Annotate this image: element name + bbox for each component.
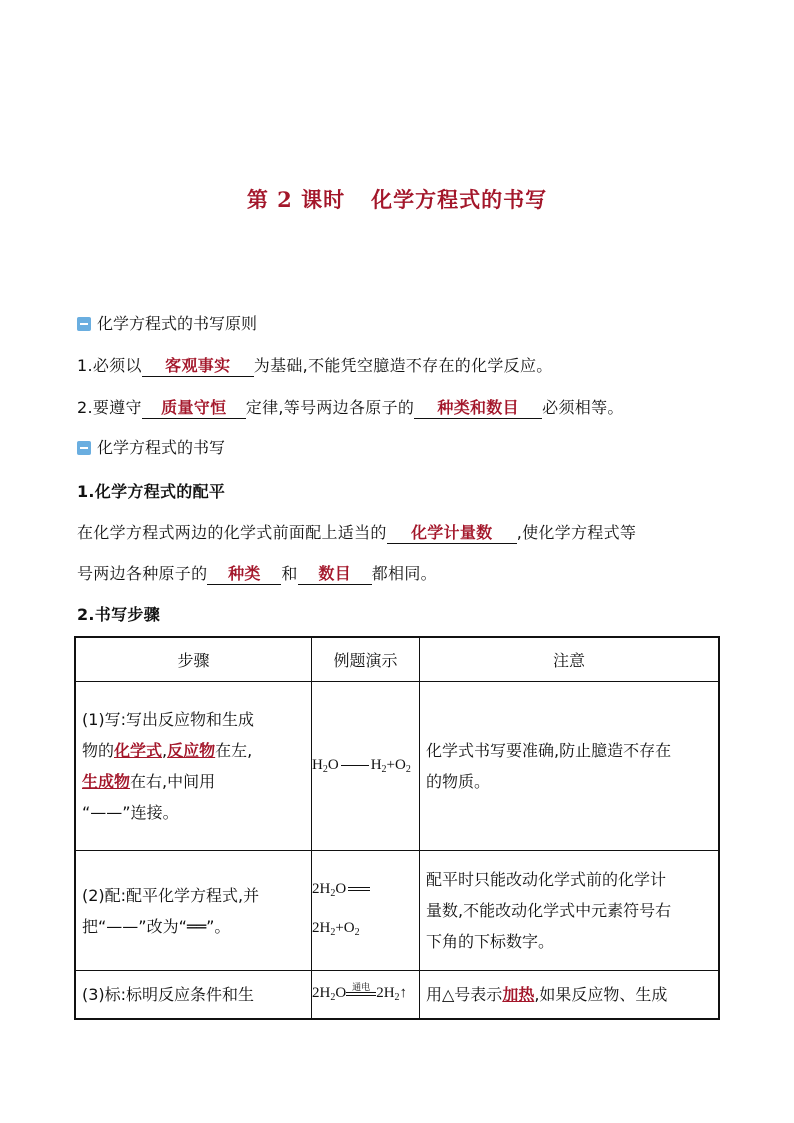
header-step: 步骤 <box>75 637 312 682</box>
balancing-para-line2: 号两边各种原子的 种类 和 数目 都相同。 <box>77 564 437 583</box>
equals-sign <box>348 887 370 891</box>
section-heading-principles: 化学方程式的书写原则 <box>77 313 257 335</box>
page-title <box>0 184 794 214</box>
gas-arrow-icon: ↑ <box>399 985 408 1002</box>
example-write: $H_2O$ $H_2+O_2$ <box>312 682 420 851</box>
answer-blank: 质量守恒 <box>161 398 227 417</box>
steps-table <box>74 636 720 1020</box>
answer-blank: 种类 <box>228 564 261 583</box>
example-label: $2H_2O$ 通电 $2H_2↑$ <box>312 971 420 1019</box>
principle-2: 2.要遵守 质量守恒 定律,等号两边各原子的 种类和数目 必须相等。 <box>77 398 624 417</box>
note-label: 用△号表示加热,如果反应物、生成 <box>420 971 720 1019</box>
answer-blank: 客观事实 <box>165 356 231 375</box>
subheading-balancing: 1.化学方程式的配平 <box>77 482 226 501</box>
section-heading-writing: 化学方程式的书写 <box>77 437 225 459</box>
principle-1: 1.必须以 客观事实 为基础,不能凭空臆造不存在的化学反应。 <box>77 356 553 375</box>
subheading-steps: 2.书写步骤 <box>77 605 161 624</box>
table-row <box>75 971 719 1019</box>
note-balance: 配平时只能改动化学式前的化学计 量数,不能改动化学式中元素符号右 下角的下标数字。 <box>420 851 720 971</box>
step-write: (1)写:写出反应物和生成 物的化学式,反应物在左, 生成物在右,中间用 “——”连接。 <box>75 682 312 851</box>
example-balance: $2H_2O$ $2H_2+O_2$ <box>312 851 420 971</box>
header-example: 例题演示 <box>312 637 420 682</box>
table-row <box>75 851 719 971</box>
reaction-condition: 通电 <box>346 992 376 996</box>
section-icon <box>77 317 91 331</box>
lesson-number: 第 2 课时 <box>246 187 346 212</box>
answer-blank: 种类和数目 <box>437 398 519 417</box>
section-icon <box>77 441 91 455</box>
balancing-para-line1: 在化学方程式两边的化学式前面配上适当的 化学计量数 ,使化学方程式等 <box>77 523 637 542</box>
answer-blank: 化学计量数 <box>410 523 493 542</box>
step-balance: (2)配:配平化学方程式,并 把“——”改为“══”。 <box>75 851 312 971</box>
note-write: 化学式书写要准确,防止臆造不存在 的物质。 <box>420 682 720 851</box>
table-header-row <box>75 637 719 682</box>
step-label: (3)标:标明反应条件和生 <box>75 971 312 1019</box>
lesson-title: 化学方程式的书写 <box>371 187 548 212</box>
table-row <box>75 682 719 851</box>
answer-blank: 数目 <box>318 564 352 583</box>
dash-line <box>341 765 369 766</box>
header-note: 注意 <box>420 637 720 682</box>
